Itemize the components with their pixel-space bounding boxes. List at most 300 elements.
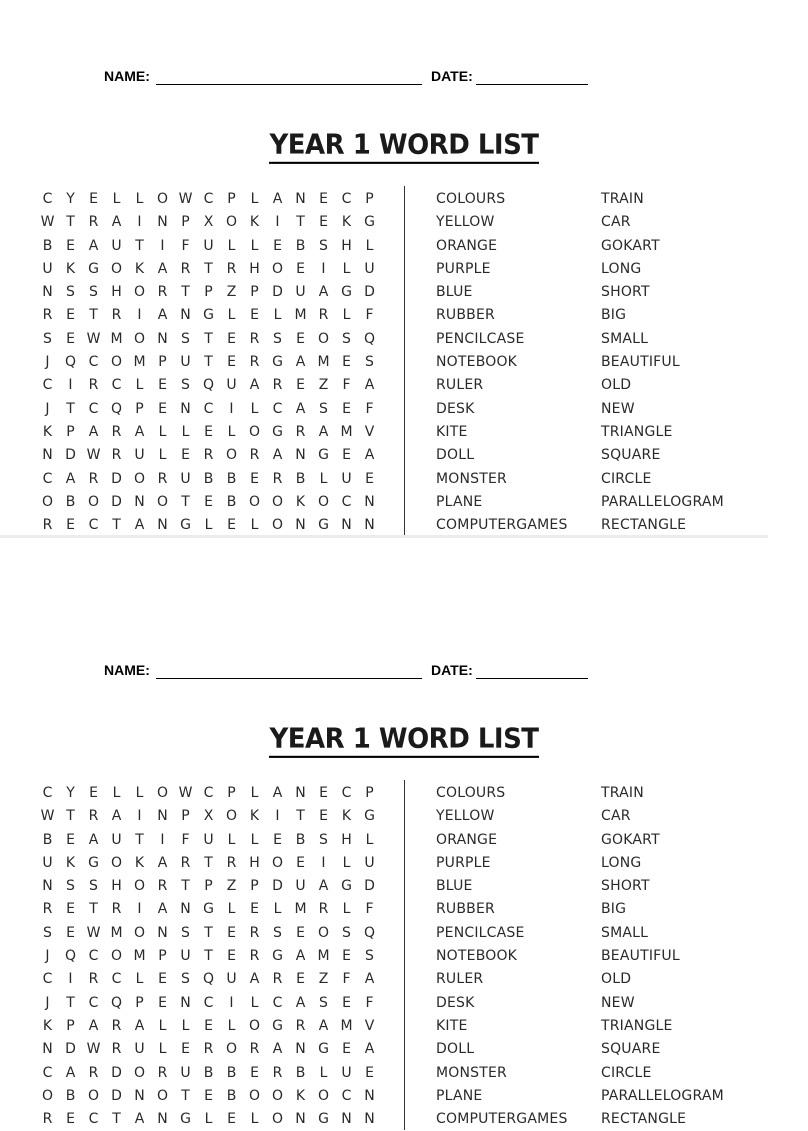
grid-letter: A [295,354,306,371]
grid-letter: S [365,354,374,371]
grid-letter: U [180,470,191,487]
grid-letter: Q [202,377,215,394]
grid-letter: P [250,284,259,301]
grid-letter: C [42,1064,53,1081]
grid-letter: J [45,994,50,1011]
grid-letter: A [111,808,122,825]
grid-letter: K [65,260,76,277]
grid-letter: L [250,831,259,848]
grid-letter: Q [64,354,77,371]
grid-letter: U [295,878,306,895]
grid-letter: A [157,901,168,918]
grid-letter: N [180,400,191,417]
grid-letter: E [342,948,351,965]
grid-letter: S [319,237,328,254]
grid-letter: I [321,260,326,277]
grid-letter: V [364,1017,375,1034]
grid-letter: C [272,994,283,1011]
grid-letter: E [342,354,351,371]
grid-letter: L [227,1017,236,1034]
grid-letter: U [226,971,237,988]
grid-letter: X [203,214,214,231]
grid-row [36,188,381,211]
grid-letter: I [229,400,234,417]
grid-letter: W [86,330,101,347]
grid-letter: A [111,214,122,231]
grid-letter: E [204,423,213,440]
grid-letter: L [204,1111,213,1128]
grid-letter: U [180,354,191,371]
grid-letter: P [135,994,144,1011]
grid-row [36,468,381,491]
word-list-item: NEW [601,994,635,1011]
grid-letter: E [365,470,374,487]
grid-letter: L [342,260,351,277]
grid-letter: G [364,214,375,231]
grid-letter: K [295,493,306,510]
grid-letter: W [178,191,193,207]
grid-letter: B [65,493,76,510]
grid-letter: F [365,994,374,1011]
grid-letter: E [296,971,305,988]
grid-letter: R [318,901,329,918]
word-list-right [601,782,724,1131]
grid-row [36,211,381,234]
grid-letter: A [364,377,375,394]
grid-letter: Z [226,878,237,895]
grid-row [36,351,381,374]
grid-row [36,304,381,327]
grid-letter: D [65,447,76,464]
grid-letter: L [342,854,351,871]
grid-letter: G [203,901,214,918]
word-list-left [436,782,568,1131]
grid-letter: S [181,971,190,988]
grid-letter: C [272,400,283,417]
grid-letter: E [342,400,351,417]
grid-letter: Y [66,785,75,801]
grid-letter: R [111,307,122,324]
grid-letter: B [226,1064,237,1081]
grid-letter: I [137,808,142,825]
grid-row [36,258,381,281]
grid-letter: R [180,854,191,871]
grid-letter: V [364,423,375,440]
grid-letter: R [88,377,99,394]
grid-row [36,875,381,898]
word-list-item: SMALL [601,330,649,347]
grid-letter: L [204,517,213,534]
grid-letter: W [86,1041,101,1058]
grid-letter: L [135,785,144,801]
grid-letter: A [295,948,306,965]
grid-letter: R [203,447,214,464]
grid-letter: R [111,1041,122,1058]
grid-letter: L [112,191,121,207]
grid-letter: U [42,854,53,871]
grid-letter: B [65,1087,76,1104]
grid-letter: E [342,1041,351,1058]
grid-letter: G [203,307,214,324]
grid-letter: A [272,447,283,464]
grid-letter: E [319,785,328,801]
grid-letter: L [227,901,236,918]
word-list-item: NOTEBOOK [436,354,518,371]
date-label: DATE: [431,662,473,678]
grid-letter: E [89,191,98,207]
worksheet-page-1 [0,0,768,535]
grid-letter: T [204,330,213,347]
grid-letter: P [250,878,259,895]
word-list-item: SQUARE [601,447,661,464]
grid-letter: E [66,237,75,254]
grid-row [36,491,381,514]
grid-letter: L [319,1064,328,1081]
grid-letter: E [296,377,305,394]
grid-letter: Q [363,330,376,347]
word-list-item: KITE [436,1017,468,1034]
grid-letter: L [250,237,259,254]
grid-letter: R [157,1064,168,1081]
grid-letter: B [295,237,306,254]
grid-letter: M [133,354,146,371]
word-list-item: PLANE [436,1087,483,1104]
grid-letter: A [272,785,283,801]
grid-letter: T [66,994,75,1011]
grid-letter: R [88,214,99,231]
grid-letter: F [342,377,351,394]
grid-letter: E [204,1087,213,1104]
word-search-grid [36,188,381,537]
grid-row [36,898,381,921]
grid-letter: Q [64,948,77,965]
grid-letter: S [181,330,190,347]
grid-letter: T [181,878,190,895]
grid-letter: N [180,994,191,1011]
grid-letter: Z [318,377,329,394]
grid-letter: H [341,237,352,254]
grid-letter: E [319,808,328,825]
word-list-item: RULER [436,971,484,988]
grid-letter: N [157,924,168,941]
grid-letter: F [365,901,374,918]
word-list-item: RULER [436,377,484,394]
grid-letter: L [158,423,167,440]
word-list-item: BLUE [436,284,473,301]
grid-letter: J [45,354,50,371]
grid-letter: R [272,971,283,988]
grid-letter: R [249,330,260,347]
grid-letter: N [157,214,168,231]
grid-letter: T [181,1087,190,1104]
word-list-item: MONSTER [436,470,507,487]
grid-letter: L [250,517,259,534]
grid-letter: S [342,924,351,941]
grid-letter: R [111,901,122,918]
word-list-item: BIG [601,901,627,918]
grid-letter: L [273,901,282,918]
word-list-item: YELLOW [436,808,495,825]
word-list-item: COLOURS [436,785,506,801]
worksheet-page-2 [0,594,768,1128]
grid-letter: U [226,377,237,394]
grid-letter: E [204,1017,213,1034]
grid-letter: F [181,237,190,254]
grid-letter: R [88,971,99,988]
grid-letter: X [203,808,214,825]
word-list-item: CIRCLE [601,1064,652,1081]
grid-letter: P [365,785,374,801]
grid-letter: L [250,1111,259,1128]
grid-letter: L [319,470,328,487]
grid-row [36,514,381,537]
grid-letter: G [180,517,191,534]
name-label: NAME: [104,68,150,84]
grid-letter: L [250,785,259,801]
grid-letter: Q [202,971,215,988]
grid-letter: C [341,785,352,801]
grid-letter: C [203,785,214,801]
grid-letter: A [295,994,306,1011]
grid-letter: T [89,307,98,324]
grid-letter: O [110,260,123,277]
grid-letter: C [42,191,53,207]
grid-letter: E [227,924,236,941]
grid-letter: T [204,260,213,277]
grid-letter: S [273,924,282,941]
grid-letter: O [271,854,284,871]
grid-letter: B [295,470,306,487]
grid-letter: R [42,307,53,324]
grid-letter: N [295,191,306,207]
grid-letter: L [365,831,374,848]
grid-letter: A [272,1041,283,1058]
grid-letter: O [271,1087,284,1104]
grid-letter: E [319,214,328,231]
grid-letter: H [111,284,122,301]
grid-letter: A [134,423,145,440]
grid-letter: E [250,901,259,918]
grid-letter: P [365,191,374,207]
grid-letter: P [66,1017,75,1034]
grid-letter: C [88,517,99,534]
grid-letter: K [249,214,260,231]
grid-letter: B [203,470,214,487]
grid-letter: I [68,971,73,988]
word-list-item: OLD [601,971,632,988]
word-list-item: TRIANGLE [601,1017,673,1034]
grid-letter: R [111,423,122,440]
grid-letter: O [225,808,238,825]
word-list-item: YELLOW [436,214,495,231]
date-blank-line [476,678,588,679]
grid-letter: U [364,854,375,871]
page-title: YEAR 1 WORD LIST [0,129,808,161]
grid-letter: N [42,1041,53,1058]
word-list-item: PURPLE [436,260,491,277]
grid-letter: U [203,831,214,848]
grid-letter: O [41,493,54,510]
grid-letter: O [248,493,261,510]
grid-letter: D [364,878,375,895]
word-list-item: SQUARE [601,1041,661,1058]
grid-letter: E [66,330,75,347]
grid-letter: P [227,785,236,801]
grid-letter: N [341,1111,352,1128]
grid-letter: E [342,447,351,464]
grid-letter: S [181,377,190,394]
grid-letter: N [341,517,352,534]
grid-letter: R [295,423,306,440]
grid-letter: G [318,517,329,534]
grid-letter: E [158,400,167,417]
grid-letter: T [181,493,190,510]
word-list-item: COMPUTERGAMES [436,1111,568,1128]
grid-letter: G [88,260,99,277]
grid-letter: N [157,808,168,825]
grid-letter: E [365,1064,374,1081]
grid-letter: O [271,493,284,510]
grid-letter: O [133,470,146,487]
grid-row [36,968,381,991]
grid-letter: N [180,307,191,324]
grid-letter: E [66,1111,75,1128]
grid-letter: R [318,307,329,324]
grid-letter: P [227,191,236,207]
grid-letter: D [272,878,283,895]
grid-letter: T [66,400,75,417]
grid-letter: K [134,260,145,277]
word-list-item: ORANGE [436,237,498,254]
grid-letter: N [134,493,145,510]
grid-letter: A [134,1017,145,1034]
grid-letter: T [204,354,213,371]
word-list-item: TRIANGLE [601,423,673,440]
grid-row [36,421,381,444]
grid-letter: O [225,447,238,464]
grid-letter: Q [110,400,123,417]
grid-letter: L [227,307,236,324]
grid-letter: N [157,330,168,347]
grid-letter: P [135,400,144,417]
grid-letter: M [317,354,330,371]
grid-letter: U [203,237,214,254]
grid-letter: E [181,447,190,464]
grid-letter: I [137,307,142,324]
grid-letter: O [156,191,169,207]
grid-letter: Y [66,191,75,207]
grid-letter: A [157,307,168,324]
word-list-item: KITE [436,423,468,440]
column-divider [404,186,405,536]
grid-letter: T [66,214,75,231]
grid-letter: T [296,808,305,825]
grid-letter: N [134,1087,145,1104]
grid-letter: D [111,470,122,487]
grid-letter: R [203,1041,214,1058]
grid-letter: E [342,994,351,1011]
grid-letter: O [271,1111,284,1128]
word-list-item: BLUE [436,878,473,895]
grid-letter: S [273,330,282,347]
grid-letter: G [364,808,375,825]
grid-letter: C [341,493,352,510]
grid-letter: A [134,517,145,534]
grid-letter: U [111,831,122,848]
word-list-item: PARALLELOGRAM [601,1087,724,1104]
word-list-item: CIRCLE [601,470,652,487]
grid-letter: O [41,1087,54,1104]
word-list-item: BEAUTIFUL [601,354,680,371]
grid-letter: K [134,854,145,871]
grid-letter: E [227,1111,236,1128]
grid-letter: E [296,854,305,871]
grid-row [36,805,381,828]
grid-letter: U [42,260,53,277]
grid-letter: L [250,994,259,1011]
grid-letter: C [88,400,99,417]
grid-letter: A [364,1041,375,1058]
grid-letter: L [135,377,144,394]
grid-letter: R [111,1017,122,1034]
grid-letter: A [364,971,375,988]
grid-letter: R [42,517,53,534]
grid-row [36,1015,381,1038]
page-title: YEAR 1 WORD LIST [0,723,808,755]
grid-letter: G [318,1111,329,1128]
grid-row [36,945,381,968]
grid-letter: D [111,493,122,510]
word-list-item: NEW [601,400,635,417]
grid-letter: R [226,854,237,871]
grid-letter: E [319,191,328,207]
grid-letter: R [249,354,260,371]
grid-letter: K [341,214,352,231]
grid-letter: B [42,831,53,848]
grid-letter: A [88,237,99,254]
grid-letter: B [226,493,237,510]
grid-letter: N [42,878,53,895]
grid-letter: O [110,948,123,965]
grid-letter: R [42,901,53,918]
word-list-right [601,188,724,537]
grid-letter: R [249,924,260,941]
grid-letter: M [340,1017,353,1034]
grid-letter: R [88,808,99,825]
grid-letter: W [86,924,101,941]
grid-letter: I [68,377,73,394]
grid-letter: E [273,237,282,254]
grid-letter: R [249,1041,260,1058]
grid-letter: G [180,1111,191,1128]
word-list-item: CAR [601,808,631,825]
grid-letter: L [250,400,259,417]
grid-letter: O [156,493,169,510]
grid-letter: A [318,1017,329,1034]
word-list-item: RUBBER [436,307,495,324]
grid-letter: M [133,948,146,965]
grid-letter: K [65,854,76,871]
grid-letter: E [227,948,236,965]
grid-letter: N [364,517,375,534]
word-list-item: DOLL [436,1041,475,1058]
grid-letter: E [89,785,98,801]
grid-row [36,1062,381,1085]
grid-row [36,1108,381,1131]
grid-row [36,829,381,852]
grid-letter: N [295,517,306,534]
grid-letter: A [364,447,375,464]
